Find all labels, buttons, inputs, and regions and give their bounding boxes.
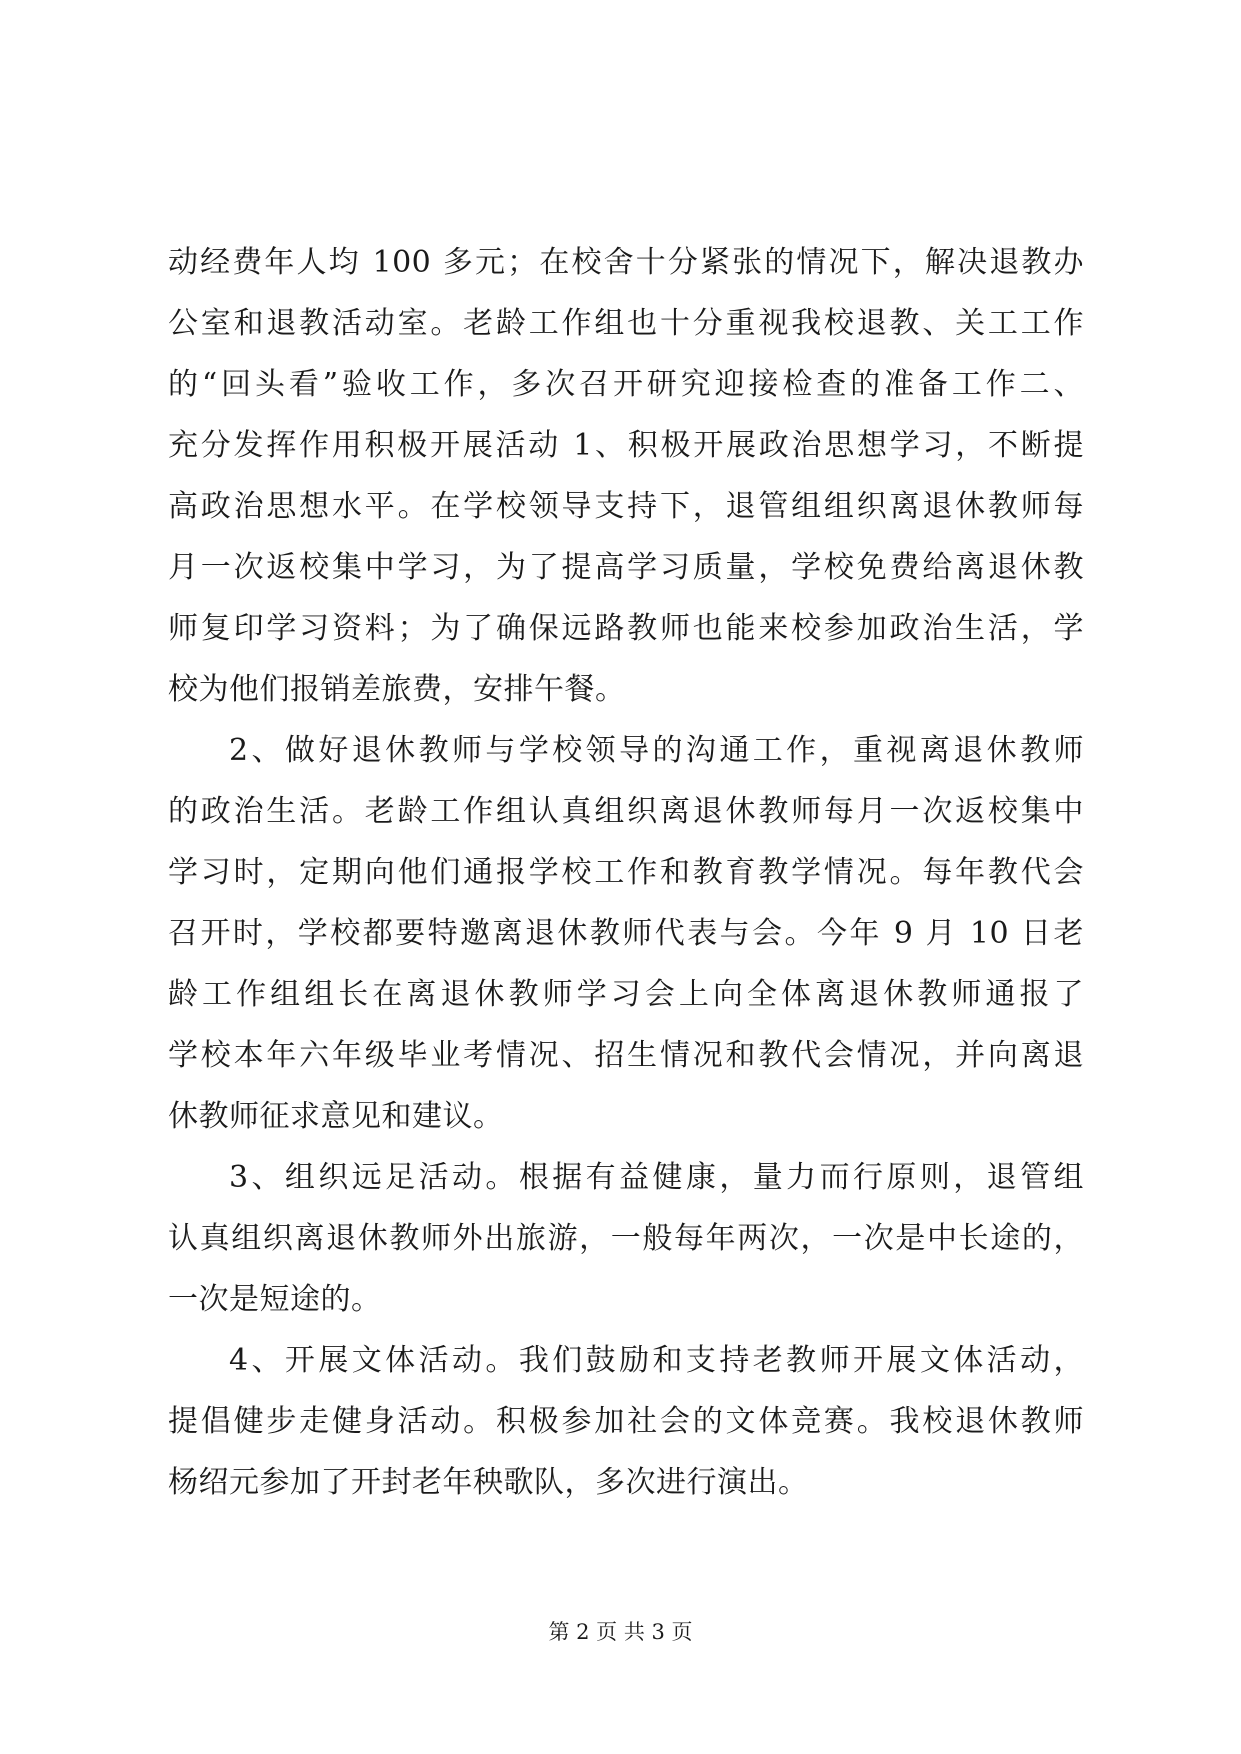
text-line: 校为他们报销差旅费，安排午餐。 (168, 672, 626, 707)
text-line: 动经费年人均 100 多元；在校舍十分紧张的情况下，解决退教办 (168, 245, 1084, 280)
paragraph-3 (168, 1147, 1084, 1330)
text-line: 充分发挥作用积极开展活动 1、积极开展政治思想学习，不断提 (168, 428, 1084, 463)
text-line: 月一次返校集中学习，为了提高学习质量，学校免费给离退休教 (168, 550, 1084, 585)
text-line: 杨绍元参加了开封老年秧歌队，多次进行演出。 (168, 1465, 809, 1500)
text-line: 一次是短途的。 (168, 1282, 382, 1317)
text-line: 3、组织远足活动。根据有益健康，量力而行原则，退管组 (229, 1160, 1084, 1195)
text-line: 龄工作组组长在离退休教师学习会上向全体离退休教师通报了 (168, 977, 1084, 1012)
text-line: 2、做好退休教师与学校领导的沟通工作，重视离退休教师 (229, 733, 1084, 768)
text-line: 提倡健步走健身活动。积极参加社会的文体竞赛。我校退休教师 (168, 1404, 1084, 1439)
text-line: 的“回头看”验收工作，多次召开研究迎接检查的准备工作二、 (168, 367, 1084, 402)
text-line: 师复印学习资料；为了确保远路教师也能来校参加政治生活，学 (168, 611, 1084, 646)
text-line: 休教师征求意见和建议。 (168, 1099, 504, 1134)
paragraph-1 (168, 232, 1084, 720)
text-line: 认真组织离退休教师外出旅游，一般每年两次，一次是中长途的， (168, 1221, 1084, 1256)
text-line: 召开时，学校都要特邀离退休教师代表与会。今年 9 月 10 日老 (168, 916, 1084, 951)
text-line: 的政治生活。老龄工作组认真组织离退休教师每月一次返校集中 (168, 794, 1084, 829)
paragraph-2 (168, 720, 1084, 1147)
paragraph-4 (168, 1330, 1084, 1513)
text-line: 学习时，定期向他们通报学校工作和教育教学情况。每年教代会 (168, 855, 1084, 890)
page-number-label: 第 2 页 共 3 页 (548, 1620, 693, 1644)
page-footer (0, 1618, 1241, 1646)
text-line: 学校本年六年级毕业考情况、招生情况和教代会情况，并向离退 (168, 1038, 1084, 1073)
text-line: 公室和退教活动室。老龄工作组也十分重视我校退教、关工工作 (168, 306, 1084, 341)
text-line: 4、开展文体活动。我们鼓励和支持老教师开展文体活动， (229, 1343, 1084, 1378)
text-line: 高政治思想水平。在学校领导支持下，退管组组织离退休教师每 (168, 489, 1084, 524)
document-body (168, 232, 1084, 1513)
